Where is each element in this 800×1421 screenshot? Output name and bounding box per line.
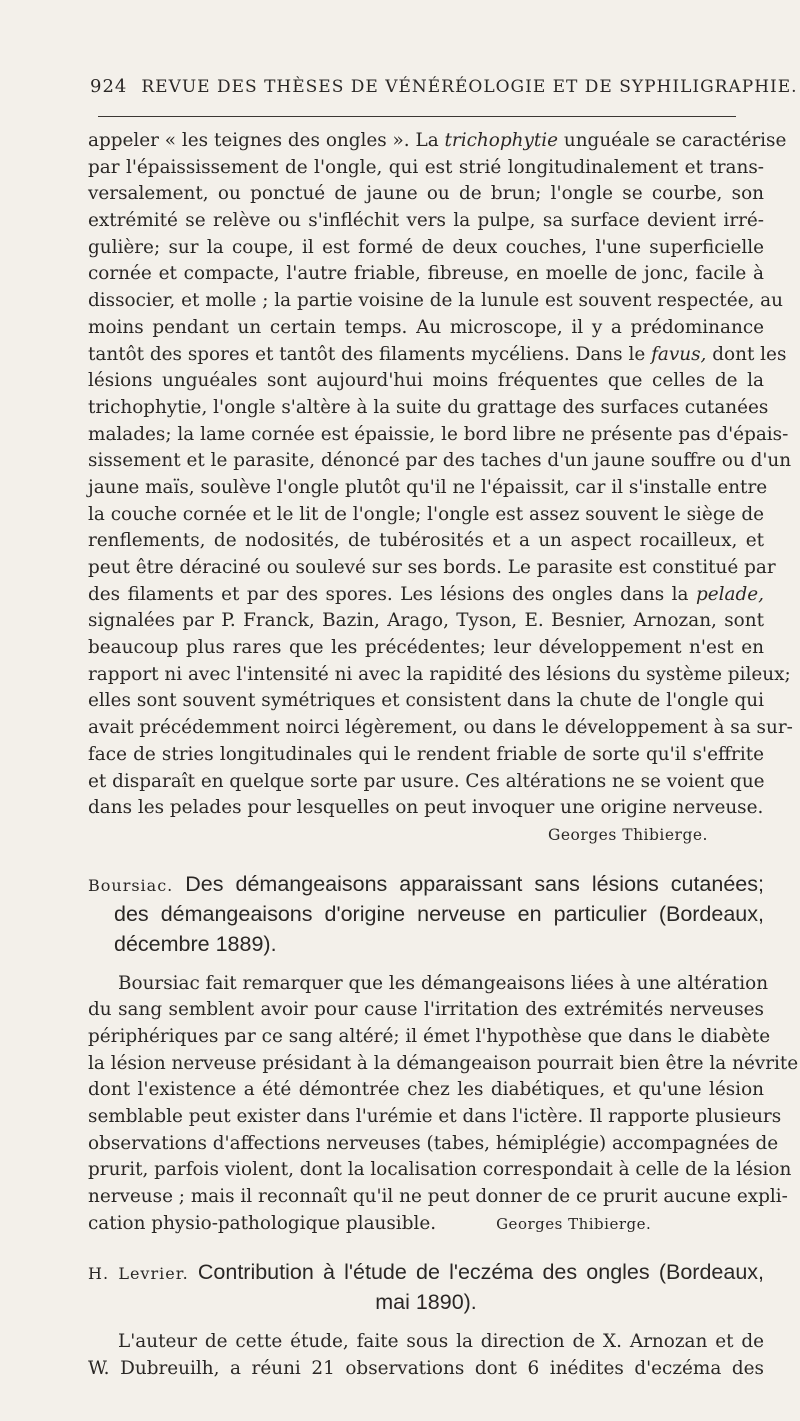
article-title: Boursiac. Des démangeaisons apparaissant sans lésions cutanées; bbox=[88, 871, 764, 896]
text-line: L'auteur de cette étude, faite sous la direction de X. Arnozan et de bbox=[118, 1331, 764, 1353]
text-line: extrémité se relève ou s'infléchit vers la pulpe, sa surface devient irré- bbox=[88, 210, 764, 232]
text-line: moins pendant un certain temps. Au microscope, il y a prédominance bbox=[88, 316, 764, 338]
text-line: lésions unguéales sont aujourd'hui moins fréquentes que celles de la bbox=[88, 370, 764, 392]
text-line: des filaments et par des spores. Les lésions des ongles dans la pelade, bbox=[88, 583, 764, 605]
text-line: semblable peut exister dans l'urémie et dans l'ictère. Il rapporte plusieurs bbox=[88, 1106, 782, 1127]
article-boursiac bbox=[88, 869, 799, 1238]
signature: Georges Thibierge. bbox=[547, 825, 708, 844]
text-line: signalées par P. Franck, Bazin, Arago, Tyson, E. Besnier, Arnozan, sont bbox=[88, 610, 764, 632]
text-line: versalement, ou ponctué de jaune ou de brun; l'ongle se courbe, son bbox=[88, 183, 764, 205]
article-levrier bbox=[88, 1257, 764, 1382]
text-line: prurit, parfois violent, dont la localisation correspondait à celle de la lésion bbox=[88, 1159, 792, 1181]
text-line: nerveuse ; mais il reconnaît qu'il ne peut donner de ce prurit aucune expli- bbox=[88, 1186, 788, 1208]
article-title-line: mai 1890). bbox=[375, 1290, 477, 1315]
text-line: cornée et compacte, l'autre friable, fibreuse, en moelle de jonc, facile à bbox=[88, 263, 764, 285]
text-line: W. Dubreuilh, a réuni 21 observations dont 6 inédites d'eczéma des bbox=[88, 1358, 764, 1380]
text-line: tantôt des spores et tantôt des filaments mycéliens. Dans le favus, dont les bbox=[88, 343, 787, 365]
text-line: la lésion nerveuse présidant à la démangeaison pourrait bien être la névrite bbox=[88, 1052, 799, 1074]
text-line: du sang semblent avoir pour cause l'irritation des extrémités nerveuses bbox=[88, 999, 764, 1021]
article-title: H. Levrier. Contribution à l'étude de l'eczéma des ongles (Bordeaux, bbox=[88, 1260, 764, 1285]
text-line: et disparaît en quelque sorte par usure. Ces altérations ne se voient que bbox=[88, 770, 765, 792]
text-line: Boursiac fait remarquer que les démangeaisons liées à une altération bbox=[118, 972, 769, 994]
text-line: avait précédemment noirci légèrement, ou dans le développement à sa sur- bbox=[88, 717, 793, 739]
text-line: appeler « les teignes des ongles ». La trichophytie unguéale se caractérise bbox=[88, 130, 787, 151]
text-line: dont l'existence a été démontrée chez les diabétiques, et qu'une lésion bbox=[88, 1079, 764, 1101]
running-header bbox=[90, 76, 798, 100]
text-line: rapport ni avec l'intensité ni avec la rapidité des lésions du système pileux; bbox=[88, 663, 791, 685]
page-body bbox=[88, 128, 799, 1383]
signature: Georges Thibierge. bbox=[496, 1214, 652, 1233]
text-line: elles sont souvent symétriques et consistent dans la chute de l'ongle qui bbox=[88, 690, 764, 712]
text-line: par l'épaississement de l'ongle, qui est strié longitudinalement et trans- bbox=[88, 156, 764, 178]
page-number: 924 bbox=[90, 76, 128, 97]
text-line: malades; la lame cornée est épaissie, le bord libre ne présente pas d'épais- bbox=[88, 423, 789, 445]
text-line: dans les pelades pour lesquelles on peut invoquer une origine nerveuse. bbox=[88, 797, 764, 819]
text-line: renflements, de nodosités, de tubérosités et a un aspect rocailleux, et bbox=[88, 530, 764, 552]
text-line: périphériques par ce sang altéré; il émet l'hypothèse que dans le diabète bbox=[88, 1025, 771, 1047]
article-author: Boursiac. bbox=[88, 875, 174, 895]
text-line: trichophytie, l'ongle s'altère à la suite du grattage des surfaces cutanées bbox=[88, 396, 769, 418]
text-line: la couche cornée et le lit de l'ongle; l'ongle est assez souvent le siège de bbox=[88, 503, 764, 525]
header-rule bbox=[98, 116, 736, 117]
text-line: gulière; sur la coupe, il est formé de deux couches, l'une superficielle bbox=[88, 236, 764, 258]
article-title-line: des démangeaisons d'origine nerveuse en particulier (Bordeaux, bbox=[114, 901, 764, 926]
text-line: dissocier, et molle ; la partie voisine de la lunule est souvent respectée, au bbox=[88, 290, 783, 312]
running-title: REVUE DES THÈSES DE VÉNÉRÉOLOGIE ET DE SYPHILIGRAPHIE. bbox=[141, 77, 798, 97]
text-line: observations d'affections nerveuses (tabes, hémiplégie) accompagnées de bbox=[88, 1132, 779, 1154]
text-line: beaucoup plus rares que les précédentes; leur développement n'est en bbox=[88, 637, 764, 659]
text-line: sissement et le parasite, dénoncé par des taches d'un jaune souffre ou d'un bbox=[88, 450, 792, 472]
text-line: jaune maïs, soulève l'ongle plutôt qu'il ne l'épaissit, car il s'installe entre bbox=[88, 476, 768, 498]
article-author: H. Levrier. bbox=[88, 1264, 189, 1284]
article-title-line: décembre 1889). bbox=[114, 931, 277, 956]
text-line: face de stries longitudinales qui le rendent friable de sorte qu'il s'effrite bbox=[88, 743, 764, 765]
text-line: cation physio-pathologique plausible. Georges Thibierge. bbox=[88, 1212, 652, 1234]
paragraph-nail-lesions bbox=[88, 128, 793, 849]
text-line: peut être déraciné ou soulevé sur ses bords. Le parasite est constitué par bbox=[88, 557, 776, 578]
